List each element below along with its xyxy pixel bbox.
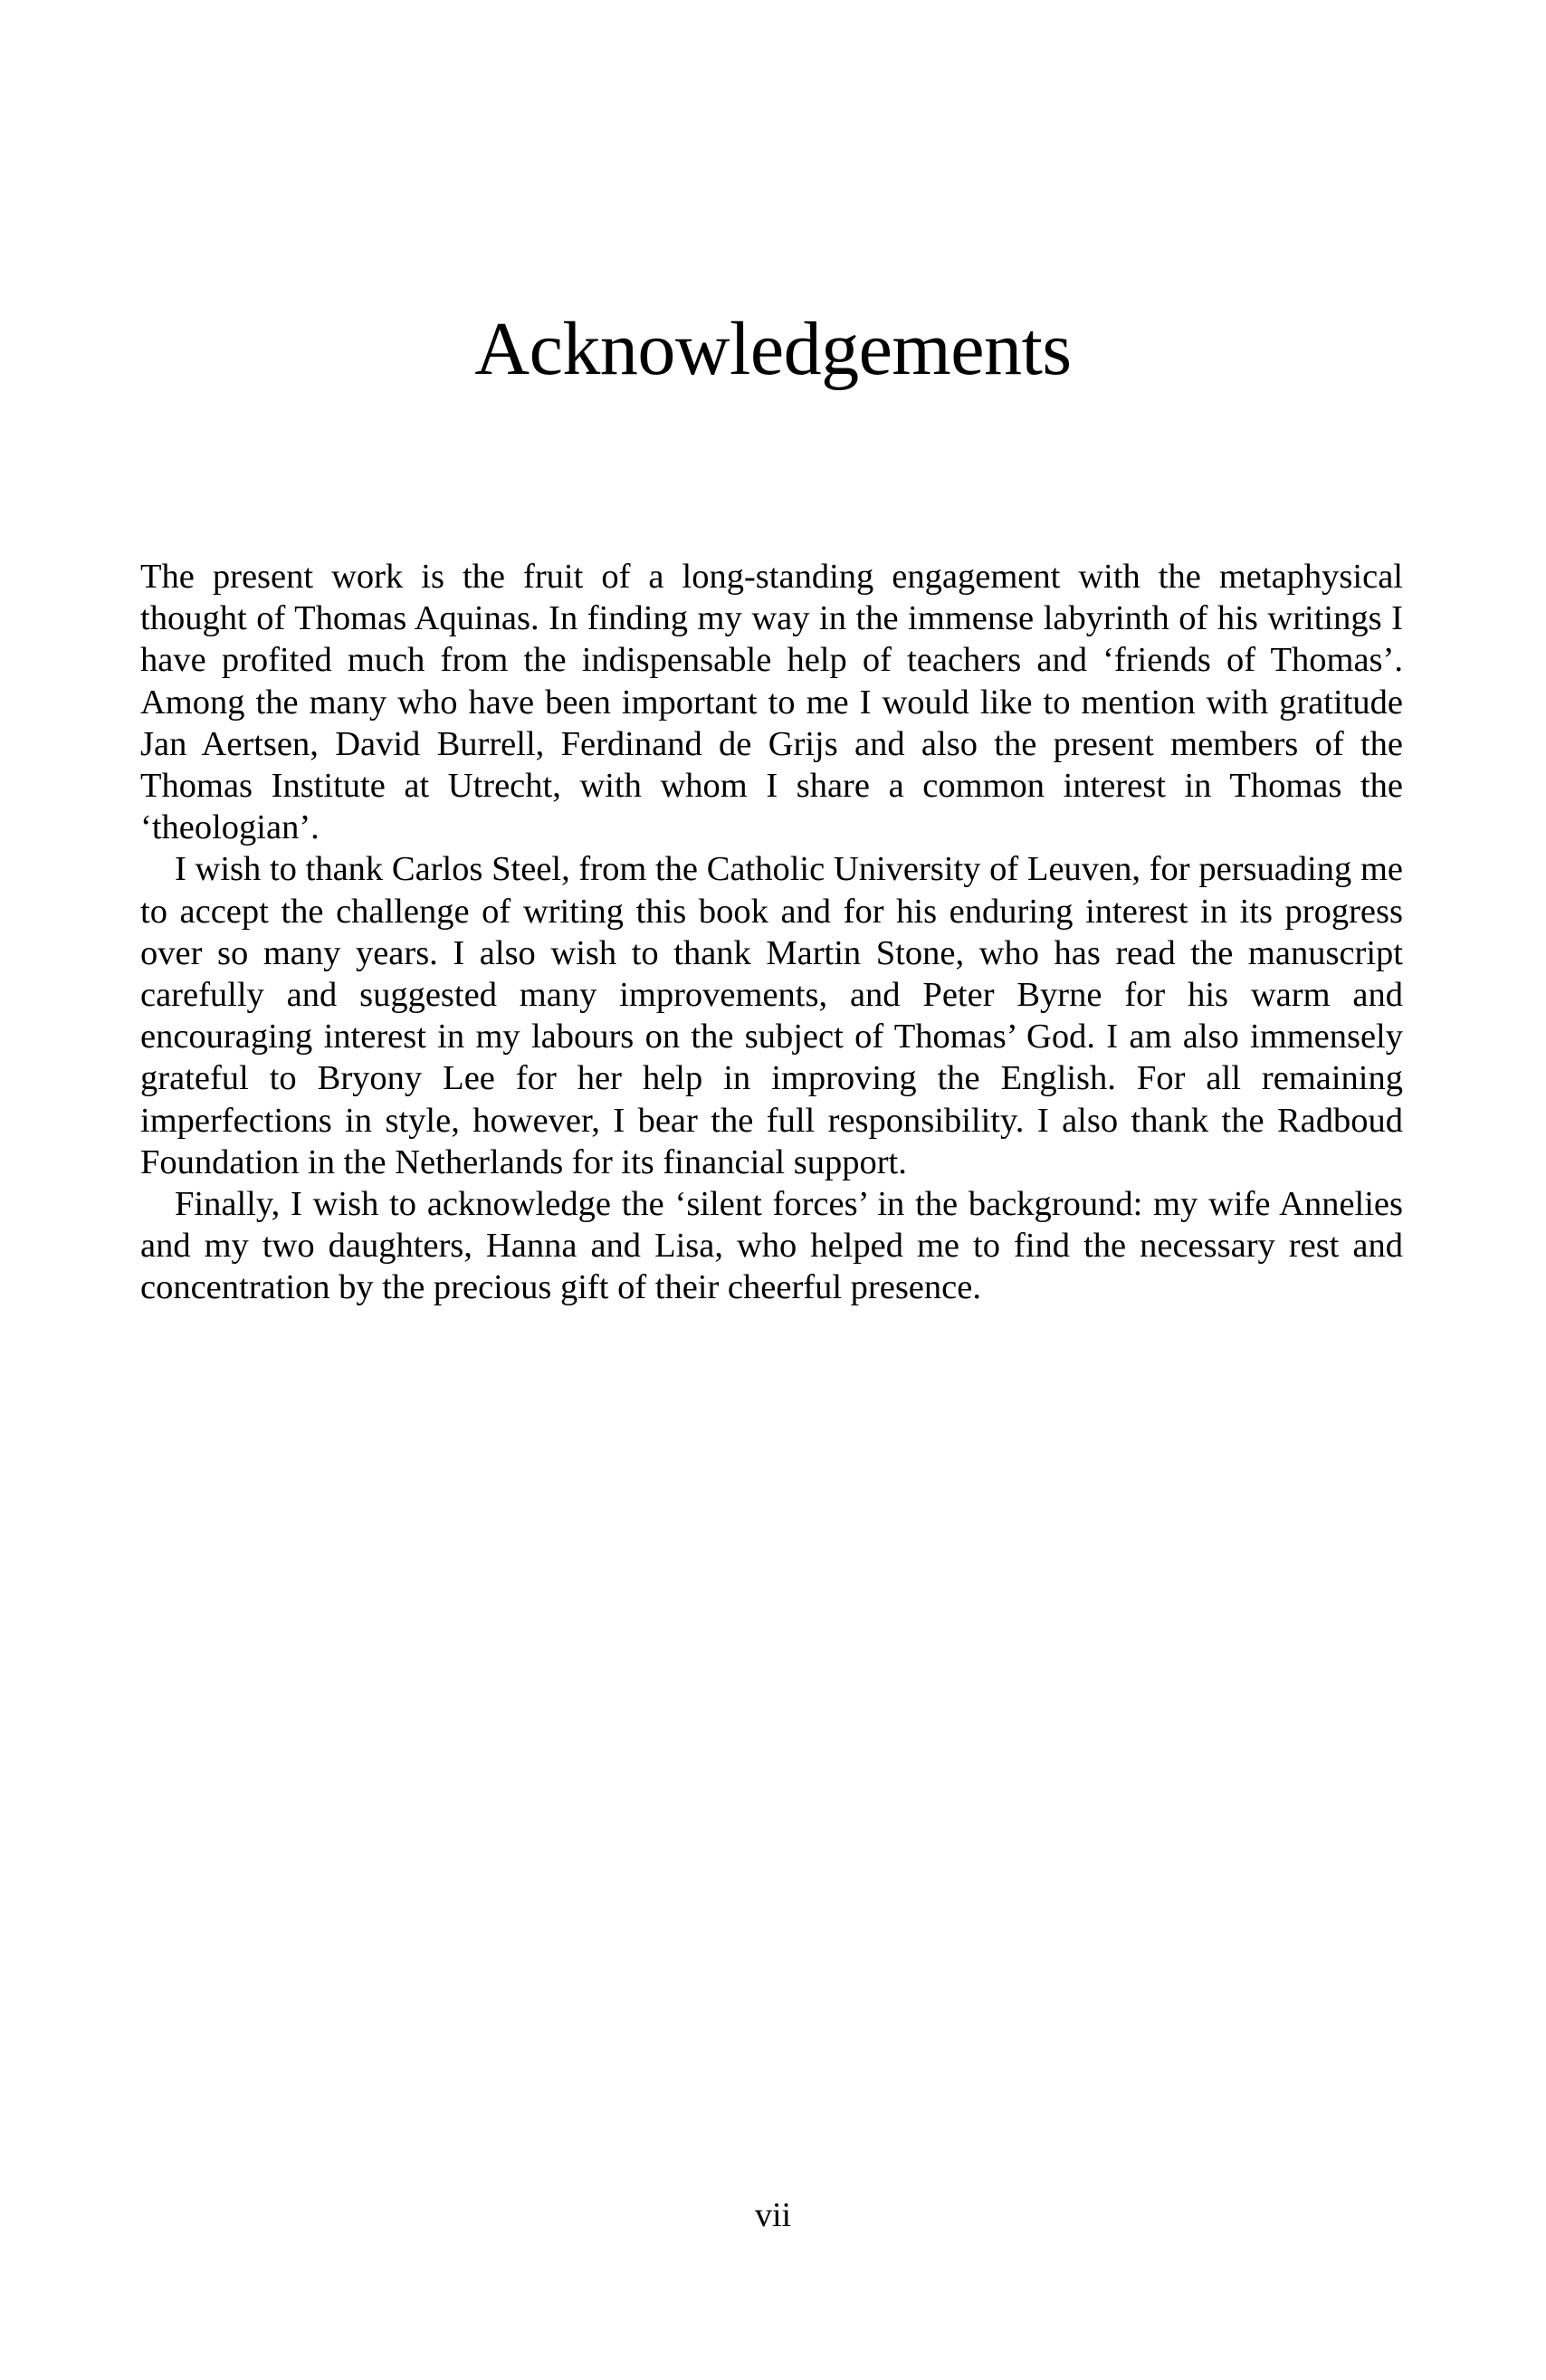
- acknowledgements-body: [140, 556, 1403, 1309]
- page-title: Acknowledgements: [474, 307, 1072, 391]
- page-number: vii: [754, 2196, 792, 2234]
- paragraph-2: I wish to thank Carlos Steel, from the Catholic University of Leuven, for persuading me to accept the challenge of writing this book and for his enduring interest in its progress over so many years. I also wish to thank Martin Stone, who has read the manuscript carefully and suggested many improvements, and Peter Byrne for his warm and encouraging interest in my labours on the subject of Thomas’ God. I am also immensely grateful to Bryony Lee for her help in improving the English. For all remaining imperfections in style, however, I bear the full responsibility. I also thank the Radboud Foundation in the Netherlands for its financial support.: [140, 850, 1403, 1181]
- paragraph-3: Finally, I wish to acknowledge the ‘silent forces’ in the background: my wife Annelies and my two daughters, Hanna and Lisa, who helped me to find the necessary rest and concentration by the precious gift of their cheerful presence.: [140, 1185, 1403, 1307]
- paragraph-1: The present work is the fruit of a long-standing engagement with the metaphysical thought of Thomas Aquinas. In finding my way in the immense labyrinth of his writings I have profited much from the indispensable help of teachers and ‘friends of Thomas’. Among the many who have been important to me I would like to mention with gratitude Jan Aertsen, David Burrell, Ferdinand de Grijs and also the present members of the Thomas Institute at Utrecht, with whom I share a common interest in Thomas the ‘theologian’.: [140, 558, 1403, 847]
